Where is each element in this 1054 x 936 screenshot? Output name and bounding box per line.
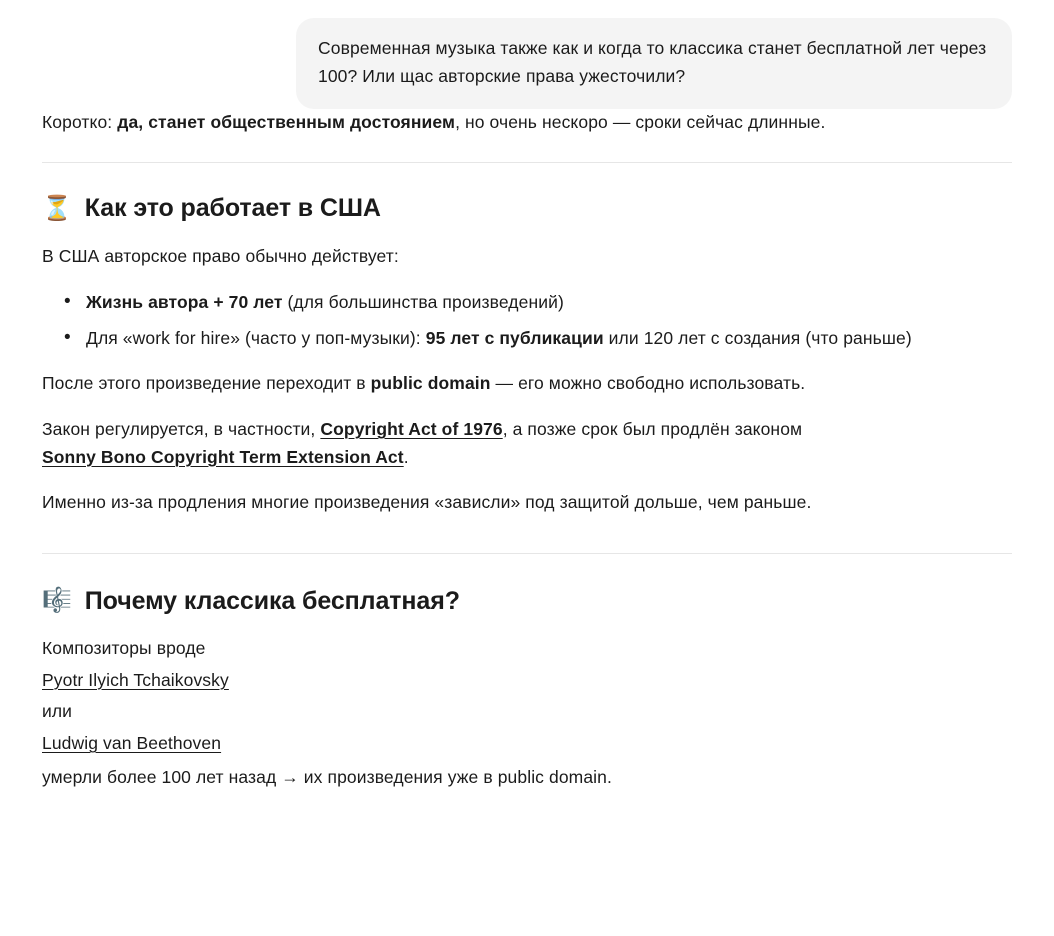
user-message-row — [0, 0, 1054, 109]
composer-2-row — [42, 730, 1012, 758]
law-link-sonny-bono[interactable]: Sonny Bono Copyright Term Extension Act — [42, 446, 404, 467]
law-link-copyright-act[interactable]: Copyright Act of 1976 — [320, 418, 503, 439]
lead-paragraph — [42, 109, 1012, 137]
classical-closing: умерли более 100 лет назад → их произведения уже в public domain. — [42, 766, 612, 787]
law-mid: , а позже срок был продлён законом — [502, 418, 803, 439]
law-post: . — [403, 446, 409, 467]
musical-score-icon: 🎼 — [42, 587, 72, 615]
pd-bold: public domain — [370, 373, 491, 394]
pd-post: — его можно свободно использовать. — [490, 373, 806, 394]
bullet-2-rest: или 120 лет с создания (что раньше) — [603, 328, 912, 349]
pd-pre: После этого произведение переходит в — [42, 373, 371, 394]
lead-suffix: , но очень нескоро — сроки сейчас длинные. — [455, 111, 826, 132]
public-domain-note — [42, 370, 1012, 398]
section-title-text: Как это работает в США — [84, 194, 381, 223]
bullet-2-bold: 95 лет с публикации — [425, 328, 604, 349]
bullet-1-bold: Жизнь автора + 70 лет — [86, 292, 283, 313]
section-divider-2 — [42, 553, 1012, 554]
hourglass-icon: ⏳ — [42, 194, 72, 222]
usa-intro: В США авторское право обычно действует: — [42, 245, 399, 266]
section-heading-usa — [42, 193, 1012, 224]
law-pre: Закон регулируется, в частности, — [42, 418, 321, 439]
list-item — [72, 324, 1012, 352]
lead-bold: да, станет общественным достоянием — [117, 111, 456, 132]
user-message-bubble: Современная музыка также как и когда то классика станет бесплатной лет через 100? Или щас авторские права ужесточили? — [296, 18, 1012, 109]
section-heading-classical — [42, 586, 1012, 617]
composer-1-row — [42, 667, 1012, 695]
bullet-1-rest: (для большинства произведений) — [282, 292, 564, 313]
composer-link-tchaikovsky[interactable]: Pyotr Ilyich Tchaikovsky — [42, 669, 229, 690]
composer-link-beethoven[interactable]: Ludwig van Beethoven — [42, 732, 222, 753]
usa-closing: Именно из-за продления многие произведения «зависли» под защитой дольше, чем раньше. — [42, 492, 812, 513]
section-title-text: Почему классика бесплатная? — [84, 586, 460, 615]
list-item — [72, 288, 1012, 316]
classical-intro: Композиторы вроде — [42, 638, 206, 659]
lead-prefix: Коротко: — [42, 111, 118, 132]
conjunction-row: или — [42, 701, 73, 722]
usa-terms-list — [42, 288, 1012, 352]
bullet-2-pre: Для «work for hire» (часто у поп-музыки): — [86, 328, 426, 349]
assistant-message — [0, 109, 1054, 792]
law-paragraph — [42, 416, 1012, 471]
section-divider-1 — [42, 162, 1012, 163]
